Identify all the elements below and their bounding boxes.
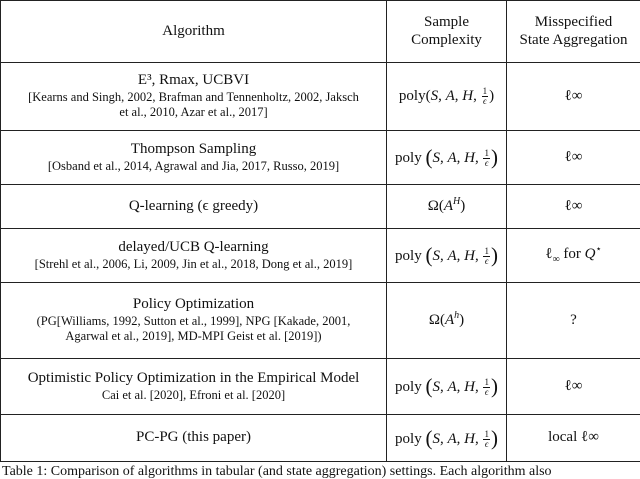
table-row <box>1 415 640 462</box>
algorithm-title: Optimistic Policy Optimization in the Empirical Model <box>27 370 360 387</box>
algorithm-cell <box>1 229 387 283</box>
complexity-cell: $\Omega(A^H)$ <box>387 185 507 229</box>
misspecified-cell: local ℓ∞ <box>507 415 640 462</box>
algorithm-citation: (PG[Williams, 1992, Sutton et al., 1999], NPG [Kakade, 2001, Agarwal et al., 2019], MD-MPI Geist et al. [2019]) <box>36 314 351 344</box>
algorithm-title: Policy Optimization <box>132 296 255 313</box>
header-algorithm: Algorithm <box>1 1 387 63</box>
algorithm-cell <box>1 283 387 359</box>
complexity-cell: poly (S, A, H, $\frac{1}{\epsilon}$ ) <box>387 415 507 462</box>
header-misspecified: Misspecified State Aggregation <box>507 1 640 63</box>
algorithm-citation: [Strehl et al., 2006, Li, 2009, Jin et al., 2018, Dong et al., 2019] <box>34 256 353 271</box>
algorithm-cell <box>1 359 387 415</box>
misspecified-cell: ℓ∞ <box>507 185 640 229</box>
misspecified-cell: ℓ∞ <box>507 63 640 131</box>
algorithm-citation: [Osband et al., 2014, Agrawal and Jia, 2017, Russo, 2019] <box>47 158 340 173</box>
algorithm-title: delayed/UCB Q-learning <box>118 239 269 256</box>
algorithm-citation: [Kearns and Singh, 2002, Brafman and Tennenholtz, 2002, Jaksch et al., 2010, Azar et al., 2017] <box>28 90 359 120</box>
algorithm-title: PC-PG (this paper) <box>1 415 387 462</box>
table-row <box>1 359 640 415</box>
header-row <box>1 1 640 63</box>
algorithm-cell <box>1 131 387 185</box>
misspecified-cell: ℓ∞ <box>507 359 640 415</box>
algorithm-citation: Cai et al. [2020], Efroni et al. [2020] <box>101 387 286 402</box>
misspecified-cell: ? <box>507 283 640 359</box>
complexity-cell: poly (S, A, H, $\frac{1}{\epsilon}$ ) <box>387 131 507 185</box>
header-sample-complexity: Sample Complexity <box>387 1 507 63</box>
table-row <box>1 283 640 359</box>
table-row <box>1 63 640 131</box>
algorithm-title: Q-learning (ϵ greedy) <box>1 185 387 229</box>
algorithm-cell <box>1 63 387 131</box>
table-caption: Table 1: Comparison of algorithms in tabular (and state aggregation) settings. Each algorithm also <box>2 464 552 479</box>
complexity-cell: $\Omega(A^h)$ <box>387 283 507 359</box>
misspecified-cell: ℓ∞ <box>507 131 640 185</box>
algorithm-title: Thompson Sampling <box>130 141 257 158</box>
table-row <box>1 185 640 229</box>
complexity-cell: poly(S, A, H, $\frac{1}{\epsilon}$ ) <box>387 63 507 131</box>
complexity-cell: poly (S, A, H, $\frac{1}{\epsilon}$ ) <box>387 229 507 283</box>
table-row <box>1 229 640 283</box>
table-row <box>1 131 640 185</box>
misspecified-cell: ℓ$_\infty$ for Q⋆ <box>507 229 640 283</box>
complexity-cell: poly (S, A, H, $\frac{1}{\epsilon}$ ) <box>387 359 507 415</box>
algorithm-title: E³, Rmax, UCBVI <box>137 72 250 89</box>
